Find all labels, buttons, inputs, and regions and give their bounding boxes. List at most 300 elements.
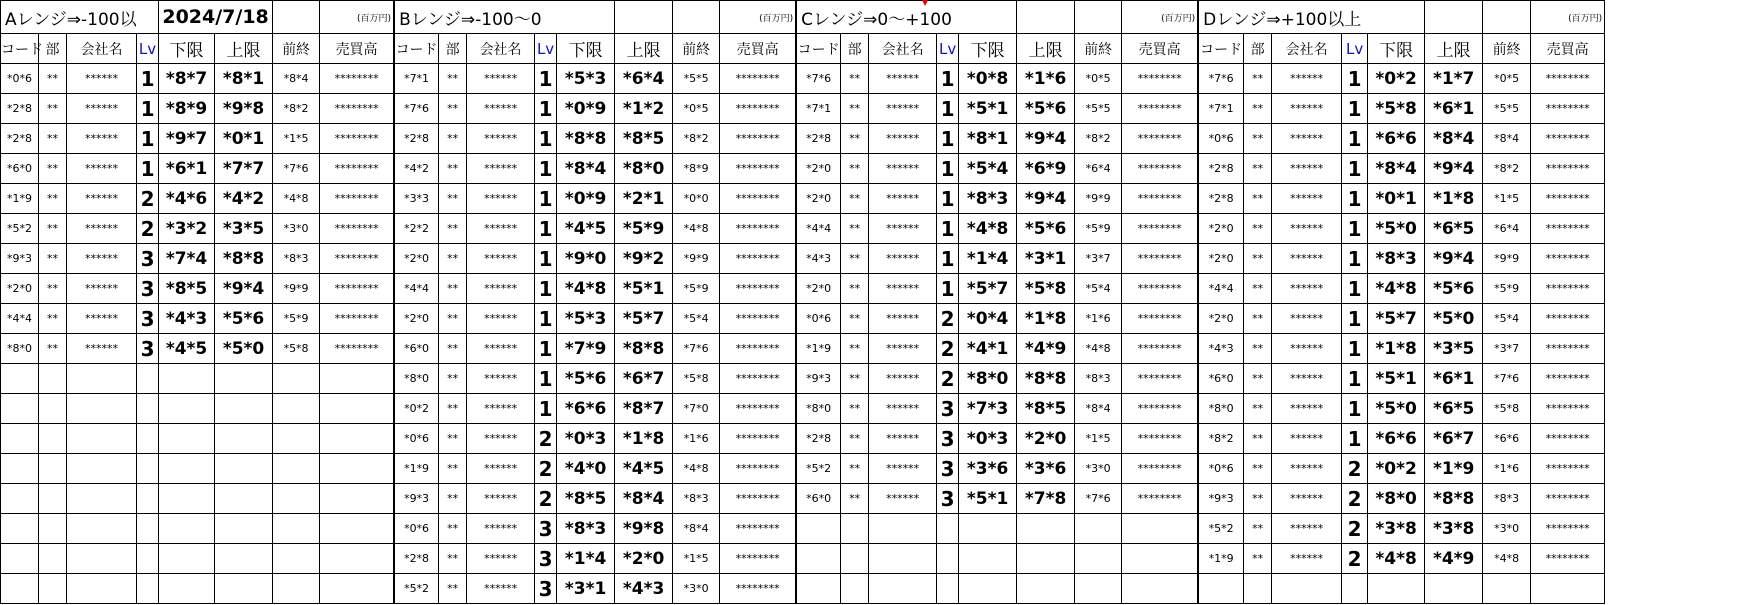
lower-limit-cell[interactable]: *9*7 (159, 124, 215, 154)
volume-cell[interactable]: ******** (320, 94, 394, 124)
lower-limit-cell[interactable]: *5*0 (1368, 394, 1425, 424)
volume-cell[interactable]: ******** (720, 484, 796, 514)
company-cell[interactable]: ****** (1272, 364, 1342, 394)
code-cell[interactable]: *5*2 (395, 574, 439, 604)
upper-limit-cell[interactable]: *9*4 (1017, 124, 1075, 154)
prev-close-cell[interactable]: *4*8 (1075, 334, 1122, 364)
dept-cell[interactable]: ** (841, 94, 869, 124)
upper-limit-cell[interactable]: *8*0 (615, 154, 673, 184)
empty-cell[interactable] (39, 574, 67, 604)
upper-limit-cell[interactable]: *3*6 (1017, 454, 1075, 484)
lower-limit-cell[interactable]: *0*4 (959, 304, 1017, 334)
company-cell[interactable]: ****** (67, 214, 137, 244)
company-cell[interactable]: ****** (869, 94, 937, 124)
code-cell[interactable]: *0*6 (797, 304, 841, 334)
header-code[interactable]: コード (1, 34, 39, 64)
lower-limit-cell[interactable]: *8*4 (1368, 154, 1425, 184)
code-cell[interactable]: *4*4 (797, 214, 841, 244)
empty-cell[interactable] (937, 514, 959, 544)
prev-close-cell[interactable]: *5*5 (1075, 94, 1122, 124)
code-cell[interactable]: *9*3 (395, 484, 439, 514)
empty-cell[interactable] (673, 1, 720, 34)
code-cell[interactable]: *4*2 (395, 154, 439, 184)
upper-limit-cell[interactable]: *1*6 (1017, 64, 1075, 94)
upper-limit-cell[interactable]: *8*8 (1017, 364, 1075, 394)
lower-limit-cell[interactable]: *0*1 (1368, 184, 1425, 214)
header-company[interactable]: 会社名 (67, 34, 137, 64)
level-cell[interactable]: 1 (937, 244, 959, 274)
volume-cell[interactable]: ******** (1122, 364, 1198, 394)
prev-close-cell[interactable]: *1*5 (1075, 424, 1122, 454)
empty-cell[interactable] (39, 424, 67, 454)
company-cell[interactable]: ****** (67, 334, 137, 364)
code-cell[interactable]: *6*0 (395, 334, 439, 364)
level-cell[interactable]: 3 (535, 544, 557, 574)
header-lv[interactable]: Lv (137, 34, 159, 64)
company-cell[interactable]: ****** (467, 214, 535, 244)
dept-cell[interactable]: ** (1244, 184, 1272, 214)
header-company[interactable]: 会社名 (1272, 34, 1342, 64)
empty-cell[interactable] (137, 424, 159, 454)
code-cell[interactable]: *7*1 (1199, 94, 1244, 124)
code-cell[interactable]: *2*8 (1199, 184, 1244, 214)
dept-cell[interactable]: ** (439, 394, 467, 424)
prev-close-cell[interactable]: *5*8 (673, 364, 720, 394)
dept-cell[interactable]: ** (1244, 364, 1272, 394)
empty-cell[interactable] (615, 1, 673, 34)
dept-cell[interactable]: ** (439, 304, 467, 334)
lower-limit-cell[interactable]: *1*8 (1368, 334, 1425, 364)
level-cell[interactable]: 3 (137, 304, 159, 334)
level-cell[interactable]: 1 (137, 64, 159, 94)
code-cell[interactable]: *2*0 (1199, 244, 1244, 274)
company-cell[interactable]: ****** (467, 244, 535, 274)
code-cell[interactable]: *2*8 (1, 94, 39, 124)
header-upper[interactable]: 上限 (615, 34, 673, 64)
volume-cell[interactable]: ******** (320, 304, 394, 334)
code-cell[interactable]: *9*3 (1, 244, 39, 274)
prev-close-cell[interactable]: *5*4 (1075, 274, 1122, 304)
lower-limit-cell[interactable]: *8*8 (557, 124, 615, 154)
header-prev-close[interactable]: 前終 (1075, 34, 1122, 64)
empty-cell[interactable] (159, 454, 215, 484)
prev-close-cell[interactable]: *3*0 (1483, 514, 1531, 544)
header-lv[interactable]: Lv (535, 34, 557, 64)
empty-cell[interactable] (137, 544, 159, 574)
lower-limit-cell[interactable]: *4*3 (159, 304, 215, 334)
level-cell[interactable]: 1 (535, 304, 557, 334)
company-cell[interactable]: ****** (67, 94, 137, 124)
company-cell[interactable]: ****** (869, 154, 937, 184)
header-lower[interactable]: 下限 (159, 34, 215, 64)
volume-cell[interactable]: ******** (720, 364, 796, 394)
empty-cell[interactable] (1, 364, 39, 394)
empty-cell[interactable] (1425, 574, 1483, 604)
code-cell[interactable]: *6*0 (1199, 364, 1244, 394)
lower-limit-cell[interactable]: *0*9 (557, 184, 615, 214)
level-cell[interactable]: 3 (937, 484, 959, 514)
dept-cell[interactable]: ** (841, 334, 869, 364)
upper-limit-cell[interactable]: *4*9 (1017, 334, 1075, 364)
upper-limit-cell[interactable]: *9*4 (215, 274, 273, 304)
prev-close-cell[interactable]: *9*9 (273, 274, 320, 304)
level-cell[interactable]: 1 (1342, 424, 1368, 454)
empty-cell[interactable] (320, 454, 394, 484)
code-cell[interactable]: *0*6 (395, 514, 439, 544)
empty-cell[interactable] (1425, 1, 1483, 34)
level-cell[interactable]: 1 (1342, 124, 1368, 154)
level-cell[interactable]: 2 (937, 304, 959, 334)
upper-limit-cell[interactable]: *1*7 (1425, 64, 1483, 94)
code-cell[interactable]: *2*8 (797, 424, 841, 454)
upper-limit-cell[interactable]: *3*1 (1017, 244, 1075, 274)
prev-close-cell[interactable]: *5*9 (673, 274, 720, 304)
level-cell[interactable]: 2 (1342, 454, 1368, 484)
level-cell[interactable]: 3 (137, 244, 159, 274)
lower-limit-cell[interactable]: *8*0 (1368, 484, 1425, 514)
code-cell[interactable]: *1*9 (395, 454, 439, 484)
dept-cell[interactable]: ** (439, 274, 467, 304)
company-cell[interactable]: ****** (869, 274, 937, 304)
code-cell[interactable]: *8*0 (1199, 394, 1244, 424)
company-cell[interactable]: ****** (1272, 154, 1342, 184)
header-company[interactable]: 会社名 (869, 34, 937, 64)
lower-limit-cell[interactable]: *7*9 (557, 334, 615, 364)
empty-cell[interactable] (137, 514, 159, 544)
prev-close-cell[interactable]: *3*7 (1075, 244, 1122, 274)
volume-cell[interactable]: ******** (1122, 64, 1198, 94)
empty-cell[interactable] (67, 484, 137, 514)
empty-cell[interactable] (320, 364, 394, 394)
dept-cell[interactable]: ** (39, 124, 67, 154)
company-cell[interactable]: ****** (1272, 454, 1342, 484)
upper-limit-cell[interactable]: *5*6 (1017, 94, 1075, 124)
range-title[interactable]: Dレンジ⇒+100以上 (1199, 1, 1425, 34)
company-cell[interactable]: ****** (467, 274, 535, 304)
empty-cell[interactable] (67, 424, 137, 454)
header-prev-close[interactable]: 前終 (273, 34, 320, 64)
lower-limit-cell[interactable]: *0*2 (1368, 64, 1425, 94)
volume-cell[interactable]: ******** (1531, 364, 1605, 394)
empty-cell[interactable] (215, 484, 273, 514)
empty-cell[interactable] (215, 364, 273, 394)
code-cell[interactable]: *7*1 (395, 64, 439, 94)
level-cell[interactable]: 1 (937, 124, 959, 154)
header-upper[interactable]: 上限 (215, 34, 273, 64)
dept-cell[interactable]: ** (39, 94, 67, 124)
level-cell[interactable]: 2 (535, 424, 557, 454)
level-cell[interactable]: 2 (137, 184, 159, 214)
prev-close-cell[interactable]: *4*8 (273, 184, 320, 214)
lower-limit-cell[interactable]: *8*5 (159, 274, 215, 304)
dept-cell[interactable]: ** (39, 274, 67, 304)
lower-limit-cell[interactable]: *5*4 (959, 154, 1017, 184)
company-cell[interactable]: ****** (467, 484, 535, 514)
dept-cell[interactable]: ** (1244, 544, 1272, 574)
code-cell[interactable]: *2*0 (797, 154, 841, 184)
prev-close-cell[interactable]: *0*5 (1483, 64, 1531, 94)
upper-limit-cell[interactable]: *9*4 (1425, 244, 1483, 274)
dept-cell[interactable]: ** (1244, 154, 1272, 184)
header-dept[interactable]: 部 (439, 34, 467, 64)
empty-cell[interactable] (39, 454, 67, 484)
company-cell[interactable]: ****** (869, 394, 937, 424)
dept-cell[interactable]: ** (439, 214, 467, 244)
company-cell[interactable]: ****** (1272, 244, 1342, 274)
code-cell[interactable]: *2*0 (797, 184, 841, 214)
company-cell[interactable]: ****** (869, 244, 937, 274)
dept-cell[interactable]: ** (841, 124, 869, 154)
volume-cell[interactable]: ******** (320, 124, 394, 154)
prev-close-cell[interactable]: *5*9 (273, 304, 320, 334)
dept-cell[interactable]: ** (39, 64, 67, 94)
dept-cell[interactable]: ** (841, 484, 869, 514)
volume-cell[interactable]: ******** (1122, 244, 1198, 274)
header-code[interactable]: コード (395, 34, 439, 64)
empty-cell[interactable] (1075, 1, 1122, 34)
empty-cell[interactable] (797, 514, 841, 544)
dept-cell[interactable]: ** (841, 184, 869, 214)
code-cell[interactable]: *7*6 (1199, 64, 1244, 94)
range-title[interactable]: Aレンジ⇒-100以 (1, 1, 159, 34)
dept-cell[interactable]: ** (439, 544, 467, 574)
header-dept[interactable]: 部 (841, 34, 869, 64)
code-cell[interactable]: *0*6 (1, 64, 39, 94)
lower-limit-cell[interactable]: *4*5 (557, 214, 615, 244)
code-cell[interactable]: *7*6 (797, 64, 841, 94)
dept-cell[interactable]: ** (1244, 94, 1272, 124)
company-cell[interactable]: ****** (67, 124, 137, 154)
code-cell[interactable]: *2*8 (395, 544, 439, 574)
upper-limit-cell[interactable]: *4*3 (615, 574, 673, 604)
dept-cell[interactable]: ** (1244, 454, 1272, 484)
code-cell[interactable]: *2*0 (395, 304, 439, 334)
empty-cell[interactable] (1, 394, 39, 424)
level-cell[interactable]: 2 (1342, 544, 1368, 574)
code-cell[interactable]: *6*0 (797, 484, 841, 514)
upper-limit-cell[interactable]: *1*2 (615, 94, 673, 124)
volume-cell[interactable]: ******** (1531, 424, 1605, 454)
prev-close-cell[interactable]: *5*9 (1483, 274, 1531, 304)
dept-cell[interactable]: ** (439, 154, 467, 184)
empty-cell[interactable] (273, 574, 320, 604)
prev-close-cell[interactable]: *0*0 (673, 184, 720, 214)
empty-cell[interactable] (320, 574, 394, 604)
company-cell[interactable]: ****** (869, 64, 937, 94)
empty-cell[interactable] (1483, 574, 1531, 604)
header-company[interactable]: 会社名 (467, 34, 535, 64)
code-cell[interactable]: *0*6 (395, 424, 439, 454)
lower-limit-cell[interactable]: *7*3 (959, 394, 1017, 424)
volume-cell[interactable]: ******** (720, 454, 796, 484)
volume-cell[interactable]: ******** (720, 184, 796, 214)
code-cell[interactable]: *2*2 (395, 214, 439, 244)
lower-limit-cell[interactable]: *0*8 (959, 64, 1017, 94)
company-cell[interactable]: ****** (1272, 94, 1342, 124)
empty-cell[interactable] (1, 514, 39, 544)
level-cell[interactable]: 1 (1342, 214, 1368, 244)
company-cell[interactable]: ****** (467, 544, 535, 574)
level-cell[interactable]: 1 (1342, 64, 1368, 94)
code-cell[interactable]: *9*3 (1199, 484, 1244, 514)
prev-close-cell[interactable]: *8*3 (273, 244, 320, 274)
upper-limit-cell[interactable]: *6*1 (1425, 364, 1483, 394)
lower-limit-cell[interactable]: *0*2 (1368, 454, 1425, 484)
upper-limit-cell[interactable]: *2*1 (615, 184, 673, 214)
prev-close-cell[interactable]: *8*3 (1075, 364, 1122, 394)
prev-close-cell[interactable]: *3*0 (273, 214, 320, 244)
company-cell[interactable]: ****** (467, 154, 535, 184)
level-cell[interactable]: 3 (535, 514, 557, 544)
lower-limit-cell[interactable]: *4*6 (159, 184, 215, 214)
lower-limit-cell[interactable]: *3*2 (159, 214, 215, 244)
code-cell[interactable]: *2*0 (1, 274, 39, 304)
company-cell[interactable]: ****** (1272, 64, 1342, 94)
empty-cell[interactable] (1531, 574, 1605, 604)
header-lv[interactable]: Lv (1342, 34, 1368, 64)
prev-close-cell[interactable]: *8*2 (273, 94, 320, 124)
upper-limit-cell[interactable]: *5*6 (1017, 214, 1075, 244)
code-cell[interactable]: *2*8 (797, 124, 841, 154)
lower-limit-cell[interactable]: *3*8 (1368, 514, 1425, 544)
prev-close-cell[interactable]: *4*8 (1483, 544, 1531, 574)
company-cell[interactable]: ****** (869, 454, 937, 484)
empty-cell[interactable] (67, 454, 137, 484)
upper-limit-cell[interactable]: *6*5 (1425, 394, 1483, 424)
company-cell[interactable]: ****** (467, 124, 535, 154)
prev-close-cell[interactable]: *8*2 (673, 124, 720, 154)
upper-limit-cell[interactable]: *5*9 (615, 214, 673, 244)
dept-cell[interactable]: ** (39, 244, 67, 274)
upper-limit-cell[interactable]: *5*0 (1425, 304, 1483, 334)
prev-close-cell[interactable]: *3*7 (1483, 334, 1531, 364)
company-cell[interactable]: ****** (467, 64, 535, 94)
lower-limit-cell[interactable]: *9*0 (557, 244, 615, 274)
level-cell[interactable]: 1 (937, 94, 959, 124)
empty-cell[interactable] (39, 364, 67, 394)
upper-limit-cell[interactable]: *1*8 (1425, 184, 1483, 214)
lower-limit-cell[interactable]: *4*8 (959, 214, 1017, 244)
empty-cell[interactable] (273, 364, 320, 394)
empty-cell[interactable] (67, 544, 137, 574)
volume-cell[interactable]: ******** (320, 154, 394, 184)
lower-limit-cell[interactable]: *8*3 (1368, 244, 1425, 274)
level-cell[interactable]: 1 (1342, 94, 1368, 124)
lower-limit-cell[interactable]: *5*7 (1368, 304, 1425, 334)
volume-cell[interactable]: ******** (720, 64, 796, 94)
level-cell[interactable]: 2 (137, 214, 159, 244)
lower-limit-cell[interactable]: *3*1 (557, 574, 615, 604)
lower-limit-cell[interactable]: *6*6 (1368, 424, 1425, 454)
company-cell[interactable]: ****** (1272, 304, 1342, 334)
level-cell[interactable]: 1 (1342, 304, 1368, 334)
header-volume[interactable]: 売買高 (320, 34, 394, 64)
volume-cell[interactable]: ******** (1531, 514, 1605, 544)
header-volume[interactable]: 売買高 (720, 34, 796, 64)
company-cell[interactable]: ****** (869, 364, 937, 394)
volume-cell[interactable]: ******** (1531, 154, 1605, 184)
empty-cell[interactable] (1483, 1, 1531, 34)
company-cell[interactable]: ****** (467, 514, 535, 544)
volume-cell[interactable]: ******** (1122, 274, 1198, 304)
volume-cell[interactable]: ******** (1531, 544, 1605, 574)
upper-limit-cell[interactable]: *6*4 (615, 64, 673, 94)
volume-cell[interactable]: ******** (1122, 394, 1198, 424)
company-cell[interactable]: ****** (1272, 334, 1342, 364)
dept-cell[interactable]: ** (841, 154, 869, 184)
volume-cell[interactable]: ******** (320, 64, 394, 94)
company-cell[interactable]: ****** (67, 304, 137, 334)
company-cell[interactable]: ****** (869, 484, 937, 514)
prev-close-cell[interactable]: *1*6 (673, 424, 720, 454)
level-cell[interactable]: 1 (535, 124, 557, 154)
code-cell[interactable]: *7*1 (797, 94, 841, 124)
empty-cell[interactable] (937, 574, 959, 604)
lower-limit-cell[interactable]: *8*3 (959, 184, 1017, 214)
code-cell[interactable]: *2*8 (1199, 154, 1244, 184)
dept-cell[interactable]: ** (1244, 334, 1272, 364)
empty-cell[interactable] (273, 454, 320, 484)
dept-cell[interactable]: ** (1244, 394, 1272, 424)
company-cell[interactable]: ****** (1272, 124, 1342, 154)
upper-limit-cell[interactable]: *3*8 (1425, 514, 1483, 544)
header-lower[interactable]: 下限 (959, 34, 1017, 64)
empty-cell[interactable] (273, 1, 320, 34)
dept-cell[interactable]: ** (841, 244, 869, 274)
prev-close-cell[interactable]: *1*5 (673, 544, 720, 574)
empty-cell[interactable] (159, 574, 215, 604)
empty-cell[interactable] (1, 574, 39, 604)
dept-cell[interactable]: ** (841, 304, 869, 334)
lower-limit-cell[interactable]: *8*1 (959, 124, 1017, 154)
empty-cell[interactable] (1272, 574, 1342, 604)
upper-limit-cell[interactable]: *0*1 (215, 124, 273, 154)
prev-close-cell[interactable]: *5*5 (673, 64, 720, 94)
empty-cell[interactable] (869, 544, 937, 574)
level-cell[interactable]: 3 (937, 454, 959, 484)
level-cell[interactable]: 2 (1342, 514, 1368, 544)
empty-cell[interactable] (1342, 574, 1368, 604)
header-dept[interactable]: 部 (39, 34, 67, 64)
volume-cell[interactable]: ******** (1122, 184, 1198, 214)
dept-cell[interactable]: ** (39, 184, 67, 214)
lower-limit-cell[interactable]: *5*6 (557, 364, 615, 394)
dept-cell[interactable]: ** (841, 364, 869, 394)
level-cell[interactable]: 3 (137, 274, 159, 304)
empty-cell[interactable] (137, 394, 159, 424)
range-title[interactable]: Bレンジ⇒-100〜0 (395, 1, 615, 34)
code-cell[interactable]: *4*4 (1199, 274, 1244, 304)
header-upper[interactable]: 上限 (1425, 34, 1483, 64)
empty-cell[interactable] (320, 394, 394, 424)
upper-limit-cell[interactable]: *8*5 (1017, 394, 1075, 424)
empty-cell[interactable] (869, 574, 937, 604)
volume-cell[interactable]: ******** (720, 154, 796, 184)
upper-limit-cell[interactable]: *6*5 (1425, 214, 1483, 244)
lower-limit-cell[interactable]: *4*8 (557, 274, 615, 304)
header-code[interactable]: コード (1199, 34, 1244, 64)
lower-limit-cell[interactable]: *6*6 (557, 394, 615, 424)
prev-close-cell[interactable]: *4*8 (673, 214, 720, 244)
empty-cell[interactable] (959, 544, 1017, 574)
level-cell[interactable]: 1 (535, 364, 557, 394)
header-upper[interactable]: 上限 (1017, 34, 1075, 64)
header-volume[interactable]: 売買高 (1122, 34, 1198, 64)
level-cell[interactable]: 1 (937, 184, 959, 214)
level-cell[interactable]: 1 (137, 94, 159, 124)
empty-cell[interactable] (215, 394, 273, 424)
dept-cell[interactable]: ** (841, 274, 869, 304)
